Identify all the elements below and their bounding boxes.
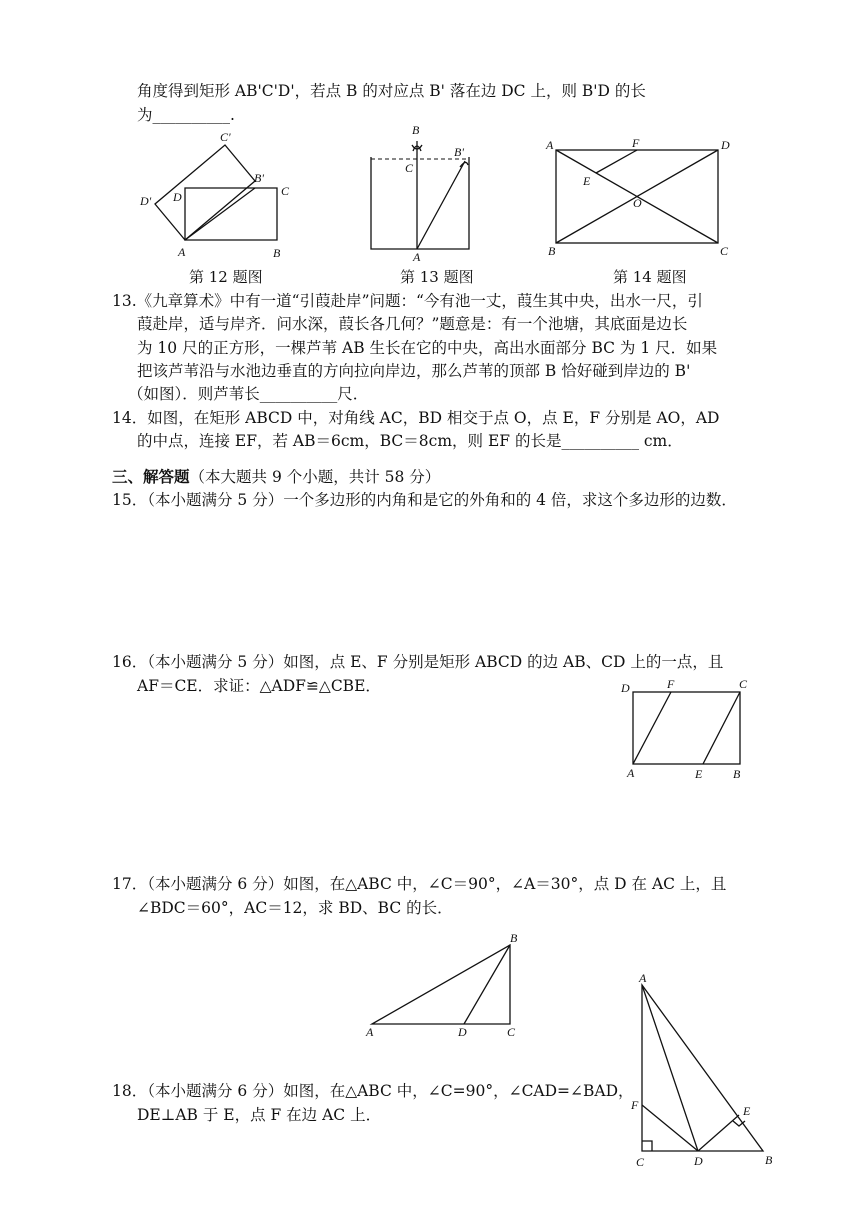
fig18-label-f: F [631, 1098, 639, 1112]
fig12-label-a: A [178, 245, 186, 259]
fig14-label-o: O [633, 196, 642, 210]
fig12-caption: 第 12 题图 [189, 268, 263, 286]
fig18-label-c: C [636, 1155, 645, 1169]
fig14-label-a: A [546, 138, 554, 152]
fig16-label-e: E [695, 767, 703, 781]
figure-16 [615, 675, 760, 785]
fig14-caption: 第 14 题图 [613, 268, 687, 286]
fig17-label-d: D [458, 1025, 467, 1039]
section3-subtitle: （本大题共 9 个小题，共计 58 分） [189, 468, 441, 486]
q13-line4: 把该芦苇沿与水池边垂直的方向拉向岸边，那么芦苇的顶部 B 恰好碰到岸边的 B' [137, 362, 691, 380]
fig16-segment-AF [633, 692, 671, 764]
fig18-segment-AD [642, 985, 698, 1151]
fig14-label-b: B [548, 244, 556, 258]
fig13-label-c: C [405, 161, 414, 175]
fig17-label-c: C [507, 1025, 516, 1039]
figure-13 [360, 125, 480, 265]
section3-heading [112, 466, 440, 488]
q13-line3: 为 10 尺的正方形，一棵芦苇 AB 生长在它的中央，高出水面部分 BC 为 1 尺．如果 [137, 339, 718, 357]
q17-line1: 17．（本小题满分 6 分）如图，在△ABC 中，∠C＝90°，∠A＝30°，点 D 在 AC 上，且 [112, 875, 727, 893]
fig18-right-angle-C [642, 1141, 652, 1151]
q13-line2: 葭赴岸，适与岸齐．问水深，葭长各几何？”题意是：有一个池塘，其底面是边长 [137, 315, 688, 333]
fig14-label-e: E [583, 174, 591, 188]
fig18-label-a: A [639, 971, 647, 985]
fig12-label-d: D [173, 190, 182, 204]
figure-18 [625, 971, 785, 1175]
figure-14 [540, 135, 740, 260]
q14-line2: 的中点，连接 EF，若 AB＝6cm，BC＝8cm，则 EF 的长是__________ cm． [137, 432, 683, 450]
q16-line1: 16．（本小题满分 5 分）如图，点 E、F 分别是矩形 ABCD 的边 AB、CD 上的一点，且 [112, 653, 724, 671]
q17-line2: ∠BDC＝60°，AC＝12，求 BD、BC 的长． [137, 899, 453, 917]
fig12-label-b: B [273, 246, 281, 260]
fig13-label-b-prime: B' [454, 145, 464, 159]
fig12-label-d-prime: D' [140, 194, 152, 208]
q14-line1: 14．如图，在矩形 ABCD 中，对角线 AC，BD 相交于点 O，点 E，F 分别是 AO，AD [112, 409, 720, 427]
fig12-label-b-prime: B' [254, 171, 264, 185]
section3-title: 三、解答题 [112, 467, 190, 486]
q18-line1: 18．（本小题满分 6 分）如图，在△ABC 中，∠C=90°，∠CAD=∠BAD， [112, 1082, 634, 1100]
fig14-segment-EF [596, 150, 637, 173]
fig18-label-d: D [694, 1154, 703, 1168]
fig17-triangle-ABC [372, 945, 510, 1024]
fig17-label-b: B [510, 931, 518, 945]
fig16-label-c: C [739, 677, 748, 691]
fig16-segment-CE [703, 692, 740, 764]
fig14-label-c: C [720, 244, 729, 258]
fig16-label-b: B [733, 767, 741, 781]
q13-line1: 13.《九章算术》中有一道“引葭赴岸”问题：“今有池一丈，葭生其中央，出水一尺，引 [112, 292, 703, 310]
fig18-label-e: E [743, 1104, 751, 1118]
fig13-label-b: B [412, 123, 420, 137]
fig16-label-f: F [667, 677, 675, 691]
fig12-label-c: C [281, 184, 290, 198]
q15-line1: 15．（本小题满分 5 分）一个多边形的内角和是它的外角和的 4 倍，求这个多边形的边数． [112, 491, 737, 509]
fig14-label-f: F [632, 136, 640, 150]
fig13-reed-AB-prime [417, 161, 465, 249]
q12-text-line1: 角度得到矩形 AB'C'D'，若点 B 的对应点 B' 落在边 DC 上，则 B'D 的长 [137, 82, 646, 100]
fig16-label-a: A [627, 766, 635, 780]
figure-17 [360, 930, 530, 1040]
fig17-segment-BD [464, 945, 510, 1024]
q18-line2: DE⊥AB 于 E，点 F 在边 AC 上． [137, 1106, 382, 1124]
q16-line2: AF＝CE．求证：△ADF≌△CBE． [137, 677, 381, 695]
q13-line5: （如图）．则芦苇长__________尺． [128, 385, 369, 403]
fig16-label-d: D [621, 681, 630, 695]
fig13-label-a: A [413, 250, 421, 264]
fig14-label-d: D [721, 138, 730, 152]
fig16-rect-ABCD [633, 692, 740, 764]
fig12-rect-ABCD [185, 188, 277, 240]
fig17-label-a: A [366, 1025, 374, 1039]
fig18-label-b: B [765, 1153, 773, 1167]
figure-12 [130, 125, 300, 265]
fig12-label-c-prime: C' [220, 130, 231, 144]
fig18-triangle-ABC [642, 985, 763, 1151]
q12-text-line2: 为__________. [137, 106, 235, 124]
fig18-segment-DE [698, 1115, 739, 1151]
fig13-caption: 第 13 题图 [400, 268, 474, 286]
